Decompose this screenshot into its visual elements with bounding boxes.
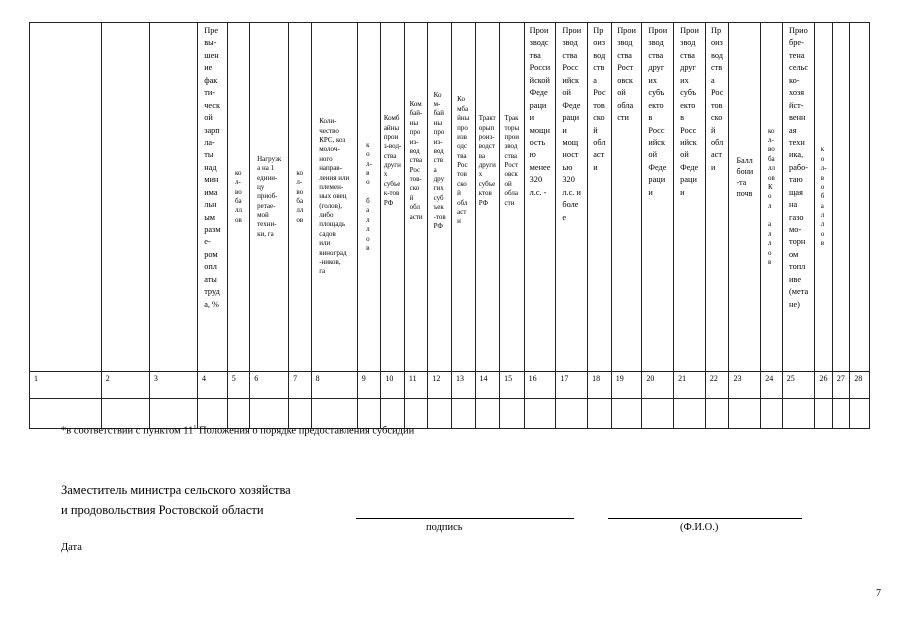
subsidy-criteria-table [29, 22, 870, 429]
header-text-16: Прои зводс тва Росси йской Феде раци и мощн ость ю менее 320 л.с. - [529, 26, 551, 197]
signature-line [356, 518, 574, 519]
header-cell-22 [705, 23, 729, 372]
name-label: (Ф.И.О.) [680, 522, 719, 533]
column-number-14: 14 [475, 372, 500, 399]
empty-cell [674, 399, 706, 429]
column-number-20: 20 [642, 372, 674, 399]
header-text-15: Трак торы прои звод ства Рост овск ой обла сти [504, 114, 520, 207]
header-cell-18 [588, 23, 612, 372]
column-number-19: 19 [611, 372, 642, 399]
column-number-10: 10 [381, 372, 405, 399]
column-number-17: 17 [556, 372, 588, 399]
header-text-9: к о л- в о б а л л о в [366, 140, 372, 252]
column-number-3: 3 [149, 372, 197, 399]
column-number-2: 2 [101, 372, 149, 399]
empty-cell [30, 399, 102, 429]
header-cell-17 [556, 23, 588, 372]
empty-cell [475, 399, 500, 429]
header-cell-24 [761, 23, 783, 372]
empty-cell [101, 399, 149, 429]
column-number-16: 16 [524, 372, 556, 399]
empty-cell [500, 399, 525, 429]
empty-cell [588, 399, 612, 429]
empty-cell [850, 399, 870, 429]
header-cell-20 [642, 23, 674, 372]
empty-cell [611, 399, 642, 429]
column-number-22: 22 [705, 372, 729, 399]
column-number-row [30, 372, 870, 399]
header-text-10: Комб айны прои з-вод- ства другн х субъе к-тов РФ [383, 114, 402, 207]
footnote-prefix: *в соответствии с пунктом 11 [61, 425, 194, 437]
empty-cell [289, 399, 312, 429]
header-text-2 [124, 23, 126, 371]
empty-cell [761, 399, 783, 429]
column-number-28: 28 [850, 372, 870, 399]
empty-cell [556, 399, 588, 429]
header-cell-26 [815, 23, 832, 372]
header-cell-9 [357, 23, 381, 372]
table-header-row [30, 23, 870, 372]
empty-cell [227, 399, 250, 429]
header-text-14: Тракт орып роиз- водст ва други х субъе ктов РФ [478, 114, 496, 207]
column-number-11: 11 [404, 372, 428, 399]
column-number-5: 5 [227, 372, 250, 399]
column-number-15: 15 [500, 372, 525, 399]
header-cell-27 [832, 23, 849, 372]
header-cell-16 [524, 23, 556, 372]
header-cell-8 [311, 23, 357, 372]
header-text-8: Коли- чество КРС, коз молоч- ного направ- ления или племен- ных овец (голов), либо площадь садов или виноград -ников, га [319, 117, 350, 276]
column-number-23: 23 [729, 372, 761, 399]
header-text-17: Прои звод ства Росс ийск ой Феде раци и мощ ност ью 320 л.с. и боле е [562, 26, 582, 222]
header-cell-23 [729, 23, 761, 372]
footnote-superscript: 1 [193, 425, 197, 431]
signatory-title-line-2: и продовольствия Ростовской области [61, 503, 264, 517]
column-number-21: 21 [674, 372, 706, 399]
header-text-12: Ко м- бай ны про из- вод ств а дру гих суб ъек -тов РФ [433, 90, 446, 230]
header-cell-6 [250, 23, 289, 372]
header-text-11: Ком бай- ны про из- вод ства Рос тов- ско й обл асти [409, 100, 423, 221]
signatory-title-line-1: Заместитель министра сельского хозяйства [61, 483, 291, 497]
header-text-22: Пр оиз вод ств а Рос тов ско й обл аст и [710, 26, 724, 172]
header-text-7: ко л- во ба лл ов [296, 168, 304, 224]
empty-cell [782, 399, 815, 429]
header-text-23: Балл бони -та почв [736, 155, 754, 199]
column-number-9: 9 [357, 372, 381, 399]
signature-label: подпись [426, 522, 463, 533]
header-text-3 [172, 23, 174, 371]
header-cell-14 [475, 23, 500, 372]
empty-cell [250, 399, 289, 429]
column-number-27: 27 [832, 372, 849, 399]
column-number-8: 8 [311, 372, 357, 399]
empty-cell [524, 399, 556, 429]
empty-cell [311, 399, 357, 429]
header-text-27 [840, 23, 842, 371]
header-cell-19 [611, 23, 642, 372]
column-number-24: 24 [761, 372, 783, 399]
header-cell-5 [227, 23, 250, 372]
empty-cell [428, 399, 452, 429]
header-cell-21 [674, 23, 706, 372]
column-number-1: 1 [30, 372, 102, 399]
header-cell-12 [428, 23, 452, 372]
header-cell-13 [451, 23, 475, 372]
header-text-25: Прио бре- тена сельс ко- хозя йст- венн ая техн ика, рабо- таю щая на газо мо- торн ом топл иве (мета не) [789, 26, 809, 309]
empty-cell [451, 399, 475, 429]
header-text-19: Прои звод ства Рост овск ой обла сти [617, 26, 636, 123]
header-cell-1 [30, 23, 102, 372]
header-cell-7 [289, 23, 312, 372]
header-cell-10 [381, 23, 405, 372]
column-number-6: 6 [250, 372, 289, 399]
header-text-24: ко л- во ба лл ов К о л а л л о в [767, 126, 775, 266]
header-text-21: Прои звод ства друг их субъ екто в Росс ийск ой Феде раци и [680, 26, 699, 197]
column-number-25: 25 [782, 372, 815, 399]
column-number-7: 7 [289, 372, 312, 399]
header-text-18: Пр оиз вод ств а Рос тов ско й обл аст и [593, 26, 606, 172]
name-line [608, 518, 802, 519]
column-number-26: 26 [815, 372, 832, 399]
header-text-13: Ко мба йны про изв одс тва Рос тов ско й обл аст и [457, 95, 470, 226]
column-number-18: 18 [588, 372, 612, 399]
header-cell-2 [101, 23, 149, 372]
column-number-12: 12 [428, 372, 452, 399]
header-cell-28 [850, 23, 870, 372]
header-text-4: Пре вы- шен ие фак ти- ческ ой зарп ла- ты над мин има льн ым разм е- ром опл аты труд а, % [204, 26, 221, 309]
header-text-20: Прои звод ства друг их субъ екто в Росс ийск ой Феде раци и [648, 26, 668, 197]
header-cell-25 [782, 23, 815, 372]
footnote [61, 425, 414, 437]
date-label: Дата [61, 542, 82, 553]
header-text-5: ко л- во ба лл ов [234, 168, 242, 224]
column-number-4: 4 [197, 372, 227, 399]
column-number-13: 13 [451, 372, 475, 399]
footnote-suffix: Положения о порядке предоставления субсидии [196, 425, 415, 437]
empty-cell [642, 399, 674, 429]
empty-cell [404, 399, 428, 429]
page-number: 7 [876, 588, 881, 599]
header-text-28 [859, 23, 861, 371]
empty-cell [357, 399, 381, 429]
empty-cell [729, 399, 761, 429]
subsidy-table-container [29, 22, 870, 427]
header-cell-11 [404, 23, 428, 372]
header-text-6: Нагрузк а на 1 едини- цу приоб- ретае- мой техни- ки, га [257, 154, 282, 238]
header-cell-15 [500, 23, 525, 372]
header-cell-3 [149, 23, 197, 372]
header-text-1 [64, 23, 66, 371]
empty-cell [149, 399, 197, 429]
empty-cell [832, 399, 849, 429]
empty-cell [197, 399, 227, 429]
empty-cell [705, 399, 729, 429]
header-cell-4 [197, 23, 227, 372]
table-empty-data-row [30, 399, 870, 429]
empty-cell [381, 399, 405, 429]
empty-cell [815, 399, 832, 429]
header-text-26: к о л- в о б а л л о в [820, 145, 827, 248]
